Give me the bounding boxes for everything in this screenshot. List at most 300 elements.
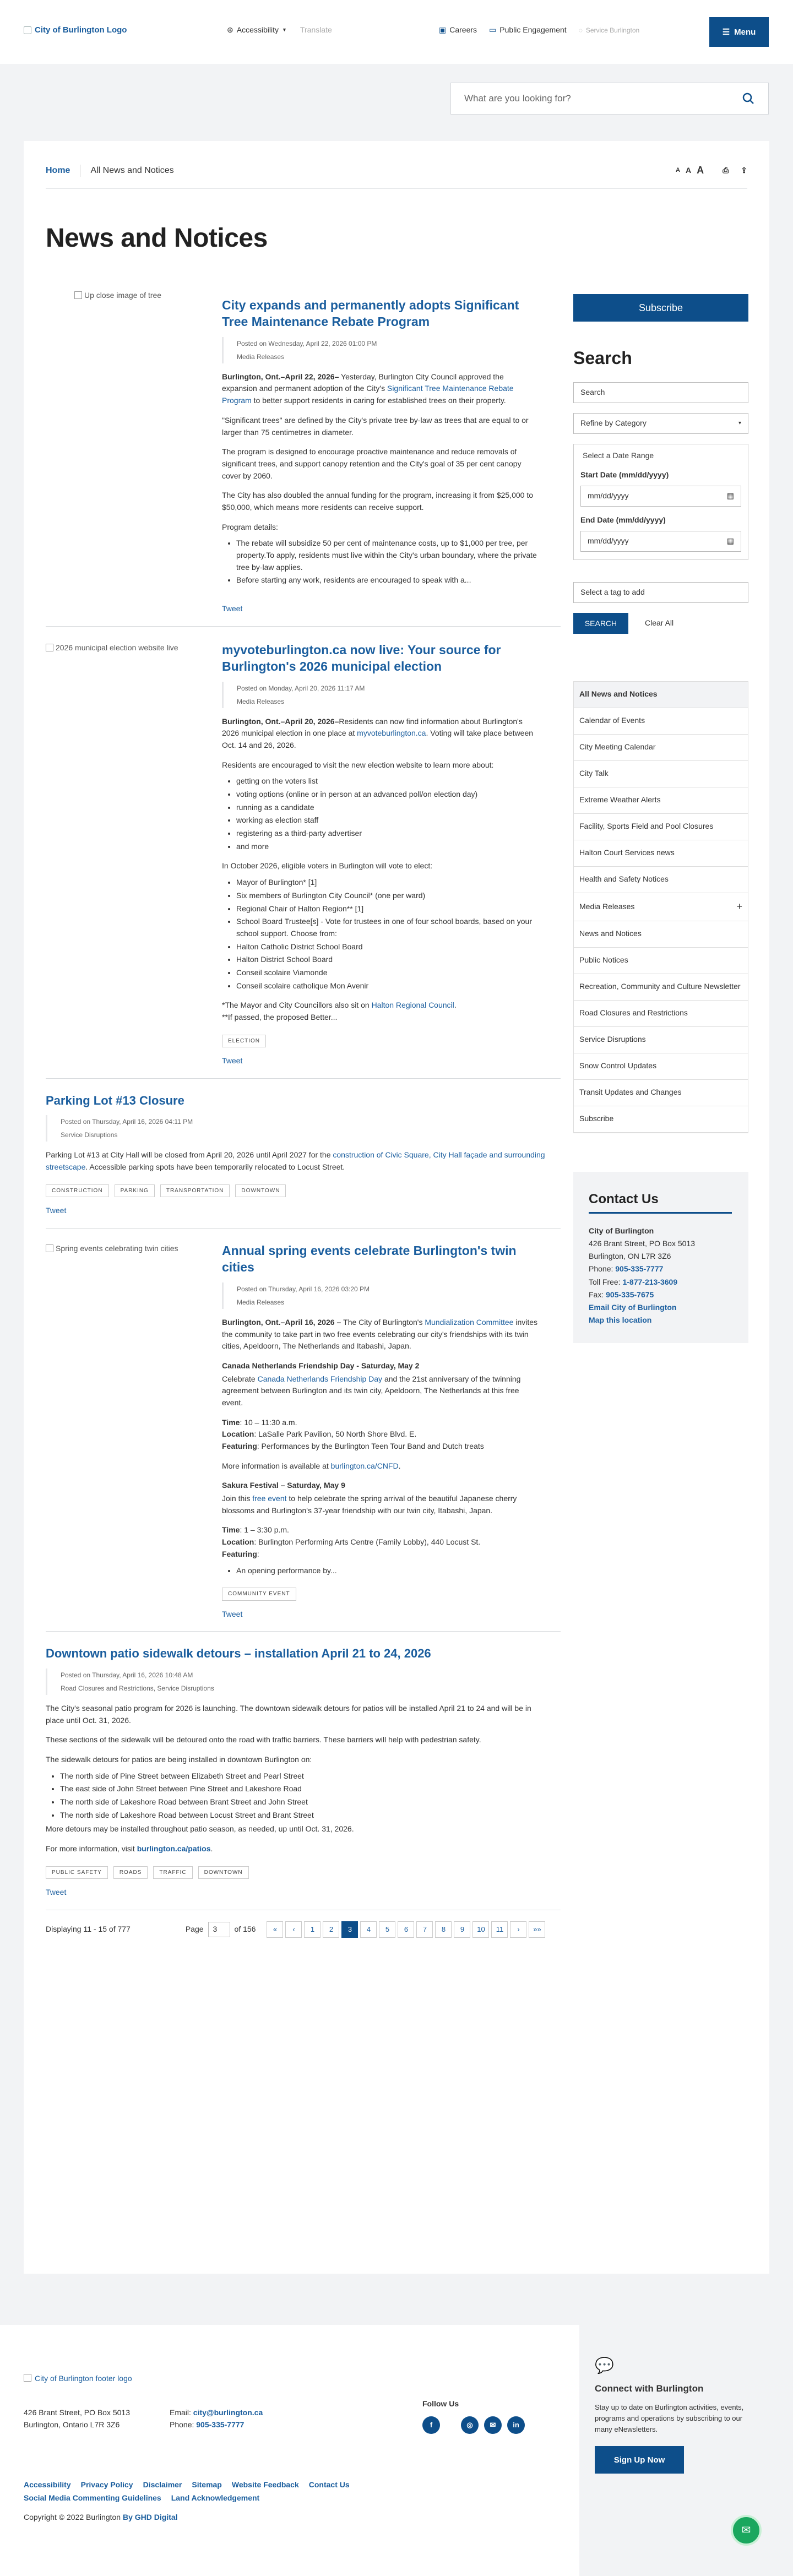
article-title-link[interactable]: City expands and permanently adopts Significant Tree Maintenance Rebate Program <box>222 298 519 329</box>
lead-dateline: Burlington, Ont.–April 16, 2026 – <box>222 1317 344 1327</box>
footer-phone-link[interactable]: 905-335-7777 <box>196 2420 245 2430</box>
text-size-medium[interactable]: A <box>685 166 692 175</box>
article-title-link[interactable]: Parking Lot #13 Closure <box>46 1093 184 1107</box>
date-range-legend: Select a Date Range <box>580 450 656 462</box>
category-item[interactable] <box>574 921 748 948</box>
list-item: • Mayor of Burlington* [1] <box>236 877 538 889</box>
posted-date: Posted on Wednesday, April 22, 2026 01:00 PM <box>237 339 377 347</box>
expand-icon[interactable]: + <box>736 900 742 912</box>
article-meta <box>222 682 538 708</box>
tag-list <box>46 1184 547 1198</box>
contact-address-line: Burlington, ON L7R 3Z6 <box>589 1252 671 1261</box>
category-item[interactable] <box>574 974 748 1001</box>
article-paragraph: In October 2026, eligible voters in Burlington will vote to elect: <box>222 861 433 871</box>
article-paragraph: These sections of the sidewalk will be detoured onto the road with traffic barriers. These barriers will help with pedestrian safety. <box>46 1735 481 1744</box>
tag-public-safety[interactable]: PUBLIC SAFETY <box>46 1866 108 1879</box>
start-date-label: Start Date (mm/dd/yyyy) <box>580 470 669 480</box>
category-item[interactable] <box>574 948 748 974</box>
broken-image-icon <box>46 1244 53 1252</box>
category-item[interactable] <box>574 708 748 735</box>
search-input-placeholder: Search <box>580 387 605 396</box>
caret-down-icon: ▼ <box>281 26 287 32</box>
rebate-program-link[interactable]: Significant Tree Maintenance Rebate Program <box>222 384 514 405</box>
footer-link[interactable]: Website Feedback <box>231 2480 299 2489</box>
end-date-input[interactable] <box>580 531 741 552</box>
list-item: • Before starting any work, residents are encouraged to speak with a... <box>236 574 538 586</box>
image-alt-text: Up close image of tree <box>84 291 162 300</box>
list-item: • Conseil scolaire catholique Mon Avenir <box>236 980 538 992</box>
article-lead <box>222 1317 538 1352</box>
article-meta <box>222 1282 538 1309</box>
list-item: • The east side of John Street between Pine Street and Lakeshore Road <box>60 1783 547 1795</box>
category-item[interactable] <box>574 1053 748 1080</box>
tweet-link[interactable]: Tweet <box>46 1888 67 1897</box>
article-paragraph: "Significant trees" are defined by the City's private tree by-law as trees that are equal to or larger than 75 centimetres in diameter. <box>222 415 529 437</box>
article-title-link[interactable]: Downtown patio sidewalk detours – installation April 21 to 24, 2026 <box>46 1646 431 1661</box>
main-content <box>24 141 769 2274</box>
paragraph-text: More information is available at <box>222 1461 331 1470</box>
share-icon[interactable]: ⇪ <box>741 166 747 175</box>
category-label: Transit Updates and Changes <box>579 1088 682 1097</box>
category-label: Public Notices <box>579 955 628 965</box>
article-category: Media Releases <box>237 697 285 705</box>
news-item <box>46 1229 561 1632</box>
contact-tollfree <box>589 1276 733 1289</box>
list-item: • The north side of Pine Street between Elizabeth Street and Pearl Street <box>60 1770 547 1782</box>
event-heading: Canada Netherlands Friendship Day - Saturday, May 2 <box>222 1361 420 1370</box>
free-event-link[interactable]: free event <box>252 1494 287 1503</box>
article-paragraph <box>222 1373 538 1409</box>
tag-select[interactable] <box>573 582 748 603</box>
phone-label: Phone: <box>589 1264 616 1274</box>
careers-link[interactable] <box>439 24 477 36</box>
site-logo[interactable] <box>24 24 127 36</box>
article-paragraph: More detours may be installed throughout patio season, as needed, up until Oct. 31, 2026. <box>46 1824 354 1834</box>
article-paragraph: The sidewalk detours for patios are being installed in downtown Burlington on: <box>46 1755 312 1764</box>
briefcase-icon: ▣ <box>439 25 447 34</box>
news-item <box>46 1079 561 1229</box>
page-link[interactable]: 11 <box>491 1921 508 1938</box>
article-lead <box>222 371 538 407</box>
paragraph-end: . <box>210 1844 213 1854</box>
search-button[interactable]: SEARCH <box>573 613 628 634</box>
contact-fax <box>589 1289 733 1301</box>
calendar-icon[interactable]: ▦ <box>726 536 734 545</box>
category-item[interactable] <box>574 761 748 787</box>
news-item <box>46 1632 561 1899</box>
footer-link[interactable]: Accessibility <box>24 2480 71 2489</box>
posted-date: Posted on Thursday, April 16, 2026 03:20 PM <box>237 1285 370 1293</box>
fax-label: Fax: <box>589 1290 606 1299</box>
article-meta <box>222 337 538 363</box>
footer-social <box>422 2398 525 2434</box>
category-label: Recreation, Community and Culture Newsletter <box>579 982 741 991</box>
footer-link[interactable]: Sitemap <box>192 2480 222 2489</box>
footer-link[interactable]: Privacy Policy <box>80 2480 133 2489</box>
page-link[interactable]: « <box>267 1921 283 1938</box>
image-alt-text: Spring events celebrating twin cities <box>56 1244 178 1253</box>
tag-community-event[interactable]: COMMUNITY EVENT <box>222 1588 296 1601</box>
category-label: All News and Notices <box>579 689 658 699</box>
utility-nav <box>227 24 332 36</box>
myvote-link[interactable]: myvoteburlington.ca <box>357 729 426 738</box>
category-label: City Meeting Calendar <box>579 742 656 752</box>
ghd-digital-link[interactable]: By GHD Digital <box>122 2513 178 2522</box>
lead-end: to better support residents in caring for established trees on their property. <box>251 396 506 405</box>
connect-text: Stay up to date on Burlington activities, events, programs and operations by subscribing to our many eNewsletters. <box>595 2403 744 2434</box>
article-paragraph: Program details: <box>222 522 278 531</box>
category-label: City Talk <box>579 769 609 778</box>
list-item: • Six members of Burlington City Council* (one per ward) <box>236 890 538 902</box>
time-label: Time <box>222 1417 240 1427</box>
pagination <box>46 1910 561 1938</box>
page-link[interactable]: »» <box>529 1921 545 1938</box>
cnfd-link[interactable]: burlington.ca/CNFD <box>330 1461 399 1470</box>
tag-downtown[interactable]: DOWNTOWN <box>198 1866 249 1879</box>
footer-address-line: 426 Brant Street, PO Box 5013 <box>24 2408 131 2417</box>
public-engagement-link[interactable] <box>489 24 567 36</box>
tag-traffic[interactable]: TRAFFIC <box>153 1866 192 1879</box>
broken-image-icon <box>46 644 53 651</box>
logo-alt-text: City of Burlington Logo <box>35 25 127 35</box>
list-item: • The north side of Lakeshore Road between Brant Street and John Street <box>60 1796 547 1808</box>
paragraph-text: Celebrate <box>222 1374 258 1383</box>
article-title-link[interactable]: Annual spring events celebrate Burlington's twin cities <box>222 1243 517 1274</box>
contact-box <box>573 1172 748 1343</box>
article-title-link[interactable]: myvoteburlington.ca now live: Your source for Burlington's 2026 municipal election <box>222 642 501 673</box>
clear-all-link[interactable]: Clear All <box>645 618 674 627</box>
connect-panel <box>579 2325 793 2576</box>
event-details <box>222 1524 538 1560</box>
start-date-input[interactable] <box>580 486 741 507</box>
category-item[interactable] <box>574 840 748 867</box>
article-lead <box>222 716 538 752</box>
print-icon[interactable]: ⎙ <box>723 166 729 175</box>
category-label: Health and Safety Notices <box>579 874 669 884</box>
note-text: *The Mayor and City Councillors also sit on <box>222 1001 372 1010</box>
copyright <box>24 2512 519 2524</box>
paragraph-end: . <box>398 1461 401 1470</box>
lead-text: Residents can now find information about Burlington's 2026 municipal election in one place at <box>222 716 523 738</box>
time-value: : 1 – 3:30 p.m. <box>240 1525 289 1535</box>
tweet-link[interactable]: Tweet <box>46 1206 67 1215</box>
list-item: • Conseil scolaire Viamonde <box>236 967 538 979</box>
category-select-value: Refine by Category <box>580 418 647 427</box>
location-label: Location <box>222 1430 254 1439</box>
page-link[interactable]: › <box>510 1921 526 1938</box>
contact-title: Contact Us <box>589 1191 659 1207</box>
map-location-link[interactable]: Map this location <box>589 1315 652 1324</box>
article-category: Media Releases <box>237 1298 285 1306</box>
mundialization-link[interactable]: Mundialization Committee <box>425 1317 514 1327</box>
event-heading: Sakura Festival – Saturday, May 9 <box>222 1481 345 1490</box>
page-tools <box>676 163 747 178</box>
paragraph-text: Join this <box>222 1494 253 1503</box>
copyright-text: Copyright © 2022 Burlington <box>24 2513 123 2522</box>
category-label: Halton Court Services news <box>579 848 675 857</box>
lead-text: The City of Burlington's <box>343 1317 425 1327</box>
list-item: • voting options (online or in person at an advanced poll/on election day) <box>236 789 538 801</box>
sidebar-search-title: Search <box>573 348 632 368</box>
footer-email-label: Email: <box>170 2408 193 2417</box>
featuring-value: : Performances by the Burlington Teen Tour Band and Dutch treats <box>257 1442 484 1450</box>
page-number-input[interactable]: 3 <box>208 1922 230 1937</box>
facebook-icon[interactable]: f <box>422 2416 440 2434</box>
fax-link[interactable]: 905-335-7675 <box>606 1290 654 1299</box>
result-count: Displaying 11 - 15 of 777 <box>46 1925 131 1934</box>
category-label: Facility, Sports Field and Pool Closures <box>579 822 714 831</box>
category-item[interactable] <box>574 1080 748 1106</box>
footer-link[interactable]: Contact Us <box>308 2480 350 2489</box>
lead-end: invites the community to take part in two free events celebrating our city's friendships with its twin cities, Apeldoorn, The Netherlands and Itabashi, Japan. <box>222 1317 538 1351</box>
list-item: • Halton District School Board <box>236 954 538 966</box>
broken-image-icon <box>24 2374 31 2382</box>
category-label: Service Disruptions <box>579 1035 646 1044</box>
page-label: Page <box>185 1925 204 1934</box>
sign-up-button[interactable]: Sign Up Now <box>595 2446 684 2474</box>
elected-positions-list <box>236 877 538 992</box>
category-label: Extreme Weather Alerts <box>579 795 661 805</box>
list-item: • registering as a third-party advertiser <box>236 828 538 840</box>
election-topics-list <box>236 775 538 852</box>
accessibility-label: Accessibility <box>236 25 279 34</box>
tag-transportation[interactable]: TRANSPORTATION <box>160 1184 230 1198</box>
breadcrumb <box>46 164 174 178</box>
paragraph-text: and the 21st anniversary of the twinning agreement between Burlington and its twin city, Apeldoorn, The Netherlands at this free event. <box>222 1374 521 1407</box>
tweet-link[interactable]: Tweet <box>222 1609 243 1618</box>
category-item[interactable] <box>574 1027 748 1053</box>
list-item: • Halton Catholic District School Board <box>236 941 538 953</box>
list-item: • running as a candidate <box>236 802 538 814</box>
site-search-input[interactable] <box>450 83 769 115</box>
article-category: Media Releases <box>237 352 285 361</box>
email-icon[interactable]: ✉ <box>484 2416 502 2434</box>
halton-council-link[interactable]: Halton Regional Council <box>371 1001 454 1010</box>
contact-address-line: 426 Brant Street, PO Box 5013 <box>589 1239 696 1248</box>
translate-link[interactable]: Translate <box>300 25 332 34</box>
category-item[interactable] <box>574 1106 748 1133</box>
article-paragraph <box>46 1843 547 1855</box>
tag-list <box>46 1866 547 1879</box>
list-item: • The north side of Lakeshore Road between Locust Street and Brant Street <box>60 1809 547 1822</box>
posted-date: Posted on Thursday, April 16, 2026 10:48 AM <box>61 1671 193 1679</box>
subscribe-button[interactable]: Subscribe <box>573 294 748 322</box>
detour-list <box>60 1770 547 1822</box>
page-link[interactable]: ‹ <box>285 1921 302 1938</box>
category-label: Snow Control Updates <box>579 1061 657 1070</box>
article-paragraph: The program is designed to encourage proactive maintenance and reduce removals of significant trees, and support canopy retention and the City's goal of 35 per cent canopy cover by 2060. <box>222 447 522 480</box>
social-gap <box>446 2416 455 2434</box>
chevron-down-icon: ▾ <box>738 420 741 426</box>
lead-end: . Voting will take place between Oct. 14 and 26, 2026. <box>222 729 534 749</box>
article-paragraph <box>222 1460 538 1472</box>
page-link[interactable]: 2 <box>323 1921 339 1938</box>
accessibility-menu[interactable] <box>227 24 287 36</box>
footer-link[interactable]: Disclaimer <box>143 2480 182 2489</box>
event-details <box>222 1417 538 1453</box>
location-value: : LaSalle Park Pavilion, 50 North Shore Blvd. E. <box>254 1430 417 1439</box>
featuring-label: Featuring <box>222 1549 257 1558</box>
sidebar <box>573 294 748 1343</box>
location-value: : Burlington Performing Arts Centre (Family Lobby), 440 Locust St. <box>254 1537 481 1547</box>
page-link[interactable]: 4 <box>360 1921 377 1938</box>
service-label: Service Burlington <box>585 26 640 34</box>
footer-link[interactable]: Social Media Commenting Guidelines <box>24 2493 161 2502</box>
footer-address-line: Burlington, Ontario L7R 3Z6 <box>24 2420 120 2430</box>
site-footer <box>0 2325 793 2576</box>
news-search-input[interactable] <box>573 382 748 403</box>
article-paragraph <box>46 1149 547 1173</box>
chat-widget-icon[interactable]: ✉ <box>731 2515 762 2546</box>
list-item: • and more <box>236 841 538 853</box>
lead-dateline: Burlington, Ont.–April 20, 2026– <box>222 716 339 726</box>
text-size-small[interactable]: A <box>675 167 680 174</box>
page-link[interactable]: 5 <box>379 1921 395 1938</box>
list-item: • working as election staff <box>236 814 538 827</box>
article-paragraph: Residents are encouraged to visit the new election website to learn more about: <box>222 760 494 769</box>
tweet-link[interactable]: Tweet <box>222 604 243 613</box>
page-link[interactable]: 10 <box>472 1921 489 1938</box>
category-label: News and Notices <box>579 929 642 938</box>
category-item[interactable] <box>574 682 748 708</box>
tollfree-link[interactable]: 1-877-213-3609 <box>622 1277 678 1286</box>
tag-construction[interactable]: CONSTRUCTION <box>46 1184 109 1198</box>
featuring-label: Featuring <box>222 1442 257 1450</box>
tag-roads[interactable]: ROADS <box>113 1866 148 1879</box>
menu-button[interactable] <box>709 17 769 47</box>
category-select[interactable] <box>573 413 748 434</box>
list-item: • Regional Chair of Halton Region** [1] <box>236 903 538 915</box>
careers-label: Careers <box>449 25 477 34</box>
category-item[interactable] <box>574 893 748 921</box>
search-icon[interactable] <box>742 92 755 105</box>
breadcrumb-bar <box>46 163 747 189</box>
category-label: Calendar of Events <box>579 716 645 725</box>
tweet-link[interactable]: Tweet <box>222 1056 243 1066</box>
search-band <box>0 64 793 119</box>
tag-select-value: Select a tag to add <box>580 587 645 596</box>
article-image[interactable] <box>46 642 200 654</box>
time-label: Time <box>222 1525 240 1535</box>
email-city-link[interactable]: Email City of Burlington <box>589 1302 677 1312</box>
article-meta <box>46 1115 547 1142</box>
tag-election[interactable]: ELECTION <box>222 1035 266 1048</box>
category-item[interactable] <box>574 867 748 893</box>
search-placeholder: What are you looking for? <box>464 93 571 104</box>
instagram-icon[interactable]: ◎ <box>461 2416 479 2434</box>
paragraph-text: to help celebrate the spring arrival of the beautiful Japanese cherry blossoms and Burlington's 37-year friendship with our twin city, Itabashi, Japan. <box>222 1494 517 1515</box>
chat-bubble-icon: ▭ <box>489 25 497 34</box>
footer-email-link[interactable]: city@burlington.ca <box>193 2408 263 2417</box>
footer-phone-label: Phone: <box>170 2420 197 2430</box>
broken-image-icon <box>74 291 82 299</box>
location-label: Location <box>222 1537 254 1547</box>
search-actions <box>573 613 748 634</box>
linkedin-icon[interactable]: in <box>507 2416 525 2434</box>
footer-link[interactable]: Land Acknowledgement <box>171 2493 260 2502</box>
list-item: • getting on the voters list <box>236 775 538 787</box>
friendship-day-link[interactable]: Canada Netherlands Friendship Day <box>257 1374 383 1383</box>
text-size-large[interactable]: A <box>697 165 704 176</box>
list-item: • An opening performance by... <box>236 1565 538 1577</box>
footer-contact <box>170 2406 263 2431</box>
connect-title: Connect with Burlington <box>595 2383 704 2394</box>
page-total: of 156 <box>234 1925 256 1934</box>
tag-parking[interactable]: PARKING <box>115 1184 155 1198</box>
footer-links <box>24 2479 519 2524</box>
patios-link[interactable]: burlington.ca/patios <box>137 1844 211 1854</box>
tag-downtown[interactable]: DOWNTOWN <box>235 1184 286 1198</box>
category-label: Subscribe <box>579 1114 614 1123</box>
lead-text: Yesterday, Burlington City Council approved the expansion and permanent adoption of the City's <box>222 372 504 393</box>
start-date-placeholder: mm/dd/yyyy <box>588 491 629 501</box>
category-item[interactable] <box>574 735 748 761</box>
page-link[interactable]: 1 <box>304 1921 321 1938</box>
category-item[interactable] <box>574 787 748 814</box>
tag-list <box>222 1035 538 1048</box>
article-image[interactable] <box>74 290 229 302</box>
posted-date: Posted on Monday, April 20, 2026 11:17 AM <box>237 684 365 692</box>
site-header <box>0 0 793 64</box>
page-title: News and Notices <box>46 224 268 253</box>
footer-logo[interactable] <box>24 2372 132 2384</box>
article-meta <box>46 1669 547 1695</box>
note-text: **If passed, the proposed Better... <box>222 1013 338 1021</box>
page-link[interactable]: 7 <box>416 1921 433 1938</box>
footer-address <box>24 2406 130 2431</box>
breadcrumb-home[interactable]: Home <box>46 165 70 175</box>
page-links <box>267 1921 545 1938</box>
contact-phone <box>589 1263 733 1275</box>
list-item: • The rebate will subsidize 50 per cent of maintenance costs, up to $1,000 per tree, per property.To apply, residents must live within the City's urban boundary, where the private tree by-law applies. <box>236 537 538 573</box>
tag-list <box>222 1588 538 1601</box>
article-paragraph: The City has also doubled the annual funding for the program, increasing it from $25,000 to $50,000, which means more residents can receive support. <box>222 491 534 512</box>
contact-divider <box>589 1212 732 1214</box>
page-link[interactable]: 9 <box>454 1921 470 1938</box>
article-category: Service Disruptions <box>61 1131 118 1139</box>
time-value: : 10 – 11:30 a.m. <box>240 1417 297 1427</box>
note-end: . <box>454 1001 457 1010</box>
program-details-list <box>236 537 538 586</box>
paragraph-end: . Accessible parking spots have been temporarily relocated to Locust Street. <box>85 1162 345 1172</box>
menu-label: Menu <box>734 27 756 37</box>
list-item: • School Board Trustee[s] - Vote for trustees in one of four school boards, based on your school support. Choose from: <box>236 916 538 939</box>
calendar-icon[interactable]: ▦ <box>726 491 734 501</box>
category-item[interactable] <box>574 1001 748 1027</box>
footer-logo-alt: City of Burlington footer logo <box>35 2374 132 2383</box>
news-list <box>46 290 561 1938</box>
image-alt-text: 2026 municipal election website live <box>56 643 178 652</box>
paragraph-text: Parking Lot #13 at City Hall will be closed from April 20, 2026 until April 2027 for the <box>46 1150 333 1160</box>
category-item[interactable] <box>574 814 748 840</box>
follow-us-label: Follow Us <box>422 2399 459 2408</box>
page-link[interactable]: 8 <box>435 1921 452 1938</box>
broken-image-icon <box>24 26 31 34</box>
service-burlington-link[interactable] <box>579 25 640 36</box>
page-link[interactable]: 6 <box>398 1921 414 1938</box>
breadcrumb-current: All News and Notices <box>90 165 174 175</box>
category-list <box>573 681 748 1133</box>
civic-square-link[interactable]: construction of Civic Square, City Hall façade and surrounding streetscape <box>46 1150 545 1172</box>
article-paragraph: The City's seasonal patio program for 2026 is launching. The downtown sidewalk detours for patios will be installed April 21 to 24 and will be in place until Oct. 31, 2026. <box>46 1703 531 1725</box>
page-link[interactable]: 3 <box>341 1921 358 1938</box>
end-date-label: End Date (mm/dd/yyyy) <box>580 515 666 524</box>
article-image[interactable] <box>46 1243 200 1255</box>
phone-link[interactable]: 905-335-7777 <box>615 1264 664 1274</box>
category-label: Road Closures and Restrictions <box>579 1008 688 1018</box>
news-item <box>46 290 561 627</box>
lead-dateline: Burlington, Ont.–April 22, 2026– <box>222 372 339 381</box>
